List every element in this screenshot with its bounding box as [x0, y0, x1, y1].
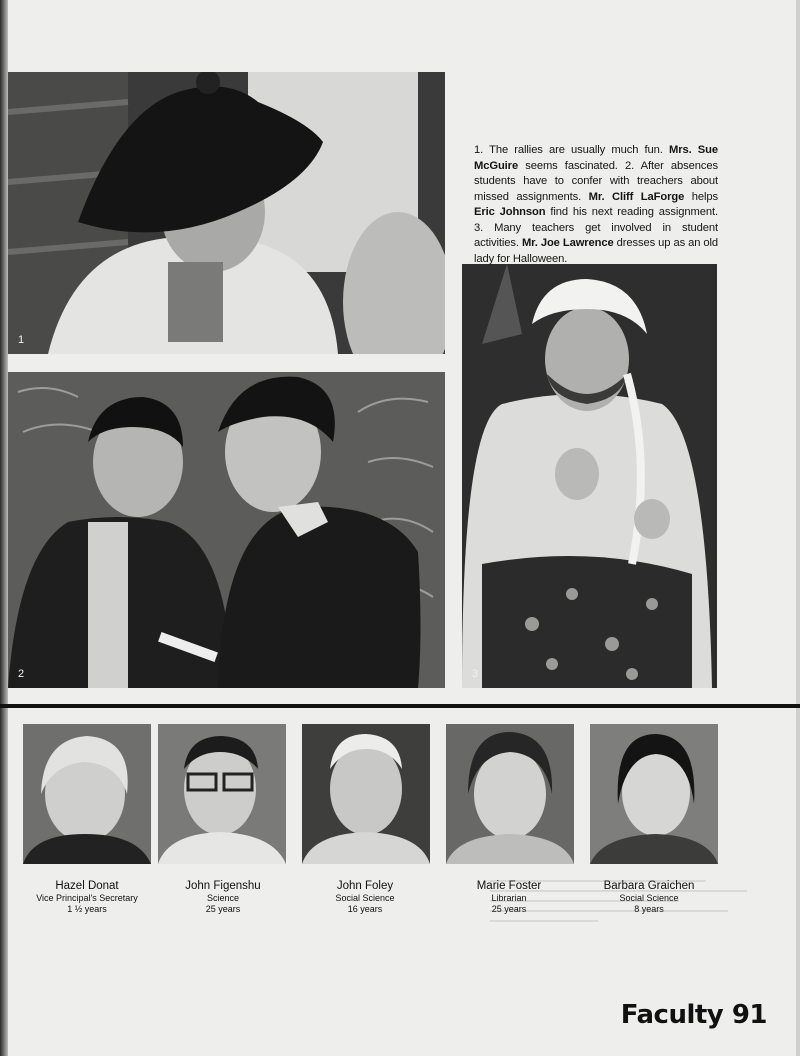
faculty-portrait: [590, 724, 718, 864]
caption-name: Mr. Joe Lawrence: [521, 237, 614, 249]
page-gutter-shadow: [0, 0, 8, 1056]
page-edge: [796, 0, 800, 1056]
faculty-subject: Science: [206, 893, 240, 903]
caption-text: dresses up as an old lady for Halloween.: [474, 237, 719, 265]
photo-number: 2: [18, 668, 25, 680]
faculty-years: 1 ½ years: [67, 904, 107, 914]
faculty-caption: [12, 880, 162, 915]
faculty-years: 16 years: [347, 904, 383, 914]
faculty-name: Marie Foster: [476, 880, 542, 892]
faculty-name: John Figenshu: [185, 880, 261, 892]
folio-page: 91: [731, 1000, 767, 1030]
caption-text: helps: [684, 190, 718, 203]
faculty-name: Hazel Donat: [55, 880, 119, 892]
page-folio: [621, 1000, 767, 1030]
faculty-subject: Social Science: [619, 893, 679, 903]
faculty-years: 25 years: [205, 904, 241, 914]
photo-number: 1: [18, 334, 25, 346]
photo-caption: [474, 143, 718, 267]
caption-name: Eric Johnson: [474, 206, 546, 218]
faculty-caption: [148, 880, 298, 915]
faculty-portrait: [23, 724, 151, 864]
faculty-subject: Librarian: [491, 893, 527, 903]
faculty-portrait: [158, 724, 286, 864]
caption-text: find his next reading assignment. 3. Many teachers get involved in student activities.: [474, 206, 718, 249]
photo-assignment-help: [8, 372, 445, 688]
faculty-name: John Foley: [336, 880, 394, 892]
bleed-through-text: [490, 872, 760, 972]
caption-name: Mrs. Sue McGuire: [474, 144, 718, 172]
faculty-years: 8 years: [634, 904, 664, 914]
faculty-subject: Vice Principal's Secretary: [36, 893, 138, 903]
photo-rally: [8, 72, 445, 354]
caption-text: seems fascinated. 2. After absences students have to confer with treachers about missed assignments.: [474, 159, 718, 203]
photo-halloween-costume: [462, 264, 717, 688]
faculty-caption: [290, 880, 440, 915]
faculty-years: 25 years: [491, 904, 527, 914]
folio-section: Faculty: [620, 1000, 724, 1030]
faculty-portrait: [446, 724, 574, 864]
faculty-portrait: [302, 724, 430, 864]
section-divider: [0, 704, 800, 708]
faculty-subject: Social Science: [335, 893, 395, 903]
photo-number: 3: [472, 668, 479, 680]
faculty-name: Barbara Graichen: [603, 880, 695, 892]
caption-text: 1. The rallies are usually much fun.: [474, 144, 669, 156]
caption-name: Mr. Cliff LaForge: [588, 190, 685, 203]
